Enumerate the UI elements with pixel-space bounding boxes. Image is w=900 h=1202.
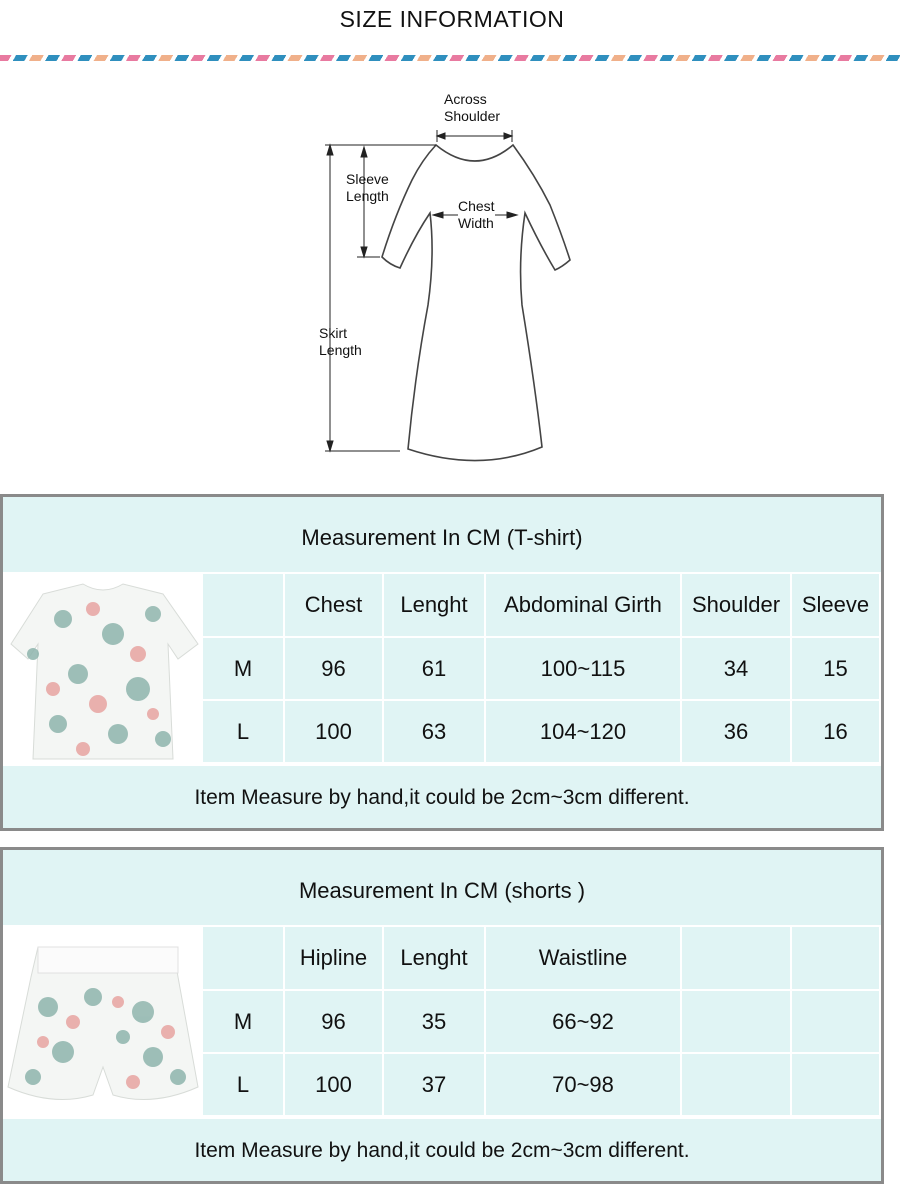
size-label: L bbox=[203, 701, 285, 764]
column-header: Waistline bbox=[486, 927, 682, 991]
table-cell: 35 bbox=[384, 991, 486, 1054]
dress-outline-illustration bbox=[300, 85, 600, 475]
table-cell: 100 bbox=[285, 1054, 384, 1117]
across-shoulder-label: Across Shoulder bbox=[444, 91, 501, 124]
table-cell: 63 bbox=[384, 701, 486, 764]
shorts-table-note: Item Measure by hand,it could be 2cm~3cm different. bbox=[194, 1139, 690, 1162]
skirt-length-label: Skirt Length bbox=[319, 325, 362, 358]
decorative-stripe bbox=[0, 55, 900, 61]
column-header: Chest bbox=[285, 574, 384, 638]
size-label: M bbox=[203, 991, 285, 1054]
table-cell bbox=[682, 991, 792, 1054]
table-cell: 70~98 bbox=[486, 1054, 682, 1117]
table-cell: 36 bbox=[682, 701, 792, 764]
table-cell: 61 bbox=[384, 638, 486, 701]
column-header: Shoulder bbox=[682, 574, 792, 638]
table-cell: 104~120 bbox=[486, 701, 682, 764]
sleeve-length-label: Sleeve Length bbox=[346, 171, 389, 204]
table-cell: 96 bbox=[285, 991, 384, 1054]
table-cell: 96 bbox=[285, 638, 384, 701]
column-header bbox=[682, 927, 792, 991]
shorts-size-table bbox=[0, 847, 884, 1184]
table-cell: 15 bbox=[792, 638, 881, 701]
table-cell: 37 bbox=[384, 1054, 486, 1117]
chest-width-label: Chest Width bbox=[458, 198, 495, 231]
shorts-table-caption: Measurement In CM (shorts ) bbox=[298, 878, 586, 903]
tshirt-size-table bbox=[0, 494, 884, 831]
tshirt-table-caption: Measurement In CM (T-shirt) bbox=[301, 525, 583, 550]
size-label: M bbox=[203, 638, 285, 701]
column-header: Lenght bbox=[384, 927, 486, 991]
table-cell bbox=[682, 1054, 792, 1117]
table-cell: 100 bbox=[285, 701, 384, 764]
table-cell: 100~115 bbox=[486, 638, 682, 701]
table-cell bbox=[792, 991, 881, 1054]
table-cell: 34 bbox=[682, 638, 792, 701]
garment-diagram bbox=[300, 85, 600, 475]
table-cell: 16 bbox=[792, 701, 881, 764]
column-header: Sleeve bbox=[792, 574, 881, 638]
size-label: L bbox=[203, 1054, 285, 1117]
floral-shorts-image bbox=[3, 927, 203, 1117]
page-title: SIZE INFORMATION bbox=[339, 6, 565, 32]
table-cell bbox=[792, 1054, 881, 1117]
tshirt-table-note: Item Measure by hand,it could be 2cm~3cm different. bbox=[194, 786, 690, 809]
column-header: Hipline bbox=[285, 927, 384, 991]
table-cell: 66~92 bbox=[486, 991, 682, 1054]
column-header: Lenght bbox=[384, 574, 486, 638]
floral-tshirt-image bbox=[3, 574, 203, 764]
column-header bbox=[792, 927, 881, 991]
column-header: Abdominal Girth bbox=[486, 574, 682, 638]
